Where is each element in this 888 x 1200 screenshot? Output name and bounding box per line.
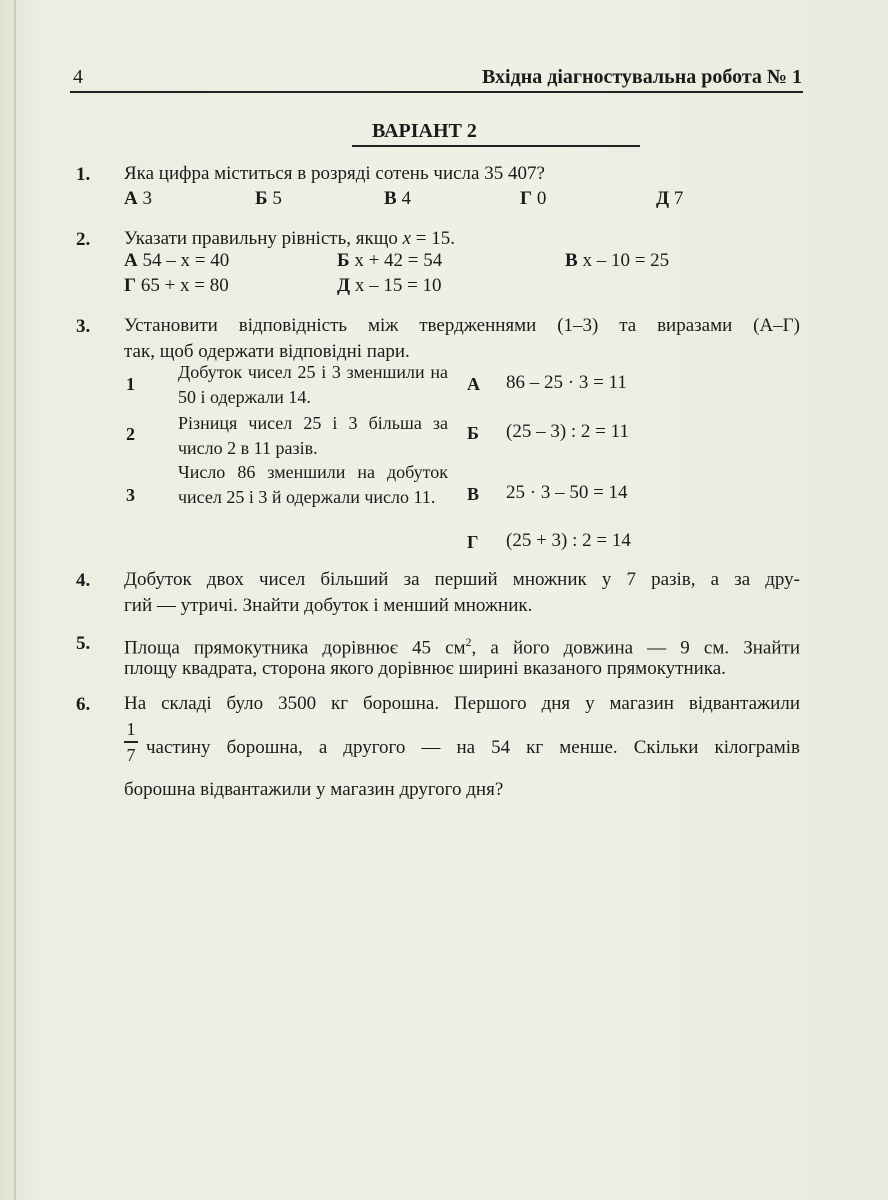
page-edge — [14, 0, 16, 1200]
q2-option-v: В x – 10 = 25 — [565, 250, 670, 271]
q2-number: 2. — [76, 229, 91, 250]
q3-expr-g: (25 + 3) : 2 = 14 — [506, 530, 631, 551]
q5-text-line2: площу квадрата, сторона якого дорівнює ширині вказаного прямокутника. — [124, 658, 726, 679]
page-number: 4 — [73, 66, 83, 88]
q6-text-line2: частину борошна, а другого — на 54 кг менше. Скільки кілограмів — [146, 737, 800, 758]
q1-option-a: А 3 — [124, 188, 152, 209]
header-rule — [70, 91, 803, 93]
q3-statement-1-number: 1 — [126, 374, 135, 394]
q3-statement-2: Різниця чисел 25 і 3 більша за число 2 в 11 разів. — [178, 413, 448, 458]
q4-text-line2: гий — утричі. Знайти добуток і менший множник. — [124, 595, 533, 616]
q3-statement-1: Добуток чисел 25 і 3 зменшили на 50 і одержали 14. — [178, 362, 448, 407]
q1-option-g: Г 0 — [520, 188, 547, 209]
q3-statement-3-number: 3 — [126, 485, 135, 505]
q6-number: 6. — [76, 694, 91, 715]
q4-text-line1: Добуток двох чисел більший за перший множник у 7 разів, а за дру- — [124, 569, 800, 590]
q6-text-line1: На складі було 3500 кг борошна. Першого дня у магазин відвантажили — [124, 693, 800, 714]
q6-fraction — [124, 717, 138, 767]
q3-expr-b-letter: Б — [467, 423, 479, 443]
q6-fraction-numerator: 1 — [126, 719, 136, 739]
q4-number: 4. — [76, 570, 91, 591]
q3-expr-v-letter: В — [467, 484, 480, 504]
q2-option-a: А 54 – x = 40 — [124, 250, 230, 271]
q3-text-line1: Установити відповідність між твердженнями (1–3) та виразами (А–Г) — [124, 315, 800, 336]
q3-expr-g-letter: Г — [467, 532, 479, 552]
running-title: Вхідна діагностувальна робота № 1 — [481, 66, 802, 88]
q5-text-line1: Площа прямокутника дорівнює 45 $см^2$, а його довжина — 9 см. Знайти — [124, 635, 800, 659]
q3-text-line2: так, щоб одержати відповідні пари. — [124, 341, 410, 362]
q2-option-d: Д x – 15 = 10 — [337, 275, 442, 296]
q3-expr-a-letter: А — [467, 374, 480, 394]
q6-text-line3: борошна відвантажили у магазин другого дня? — [124, 779, 504, 800]
q3-statement-3: Число 86 зменшили на добуток чисел 25 і 3 й одержали число 11. — [178, 462, 448, 507]
q3-expr-a: 86 – 25 · 3 = 11 — [506, 372, 627, 393]
q1-text: Яка цифра міститься в розряді сотень числа 35 407? — [124, 163, 545, 184]
q3-number: 3. — [76, 316, 91, 337]
q1-option-v: В 4 — [384, 188, 411, 209]
q1-option-d: Д 7 — [656, 188, 684, 209]
q1-number: 1. — [76, 164, 91, 185]
q3-expr-b: (25 – 3) : 2 = 11 — [506, 421, 629, 442]
q2-option-b: Б x + 42 = 54 — [337, 250, 443, 271]
q5-number: 5. — [76, 633, 91, 654]
q2-option-g: Г 65 + x = 80 — [124, 275, 229, 296]
q3-statement-2-number: 2 — [126, 424, 135, 444]
q3-expr-v: 25 · 3 – 50 = 14 — [506, 482, 628, 503]
q6-fraction-denominator: 7 — [126, 744, 136, 765]
variant-underline — [352, 145, 640, 147]
variant-title: ВАРІАНТ 2 — [372, 120, 477, 142]
q2-text: Указати правильну рівність, якщо x = 15. — [124, 228, 455, 249]
q1-option-b: Б 5 — [255, 188, 282, 209]
